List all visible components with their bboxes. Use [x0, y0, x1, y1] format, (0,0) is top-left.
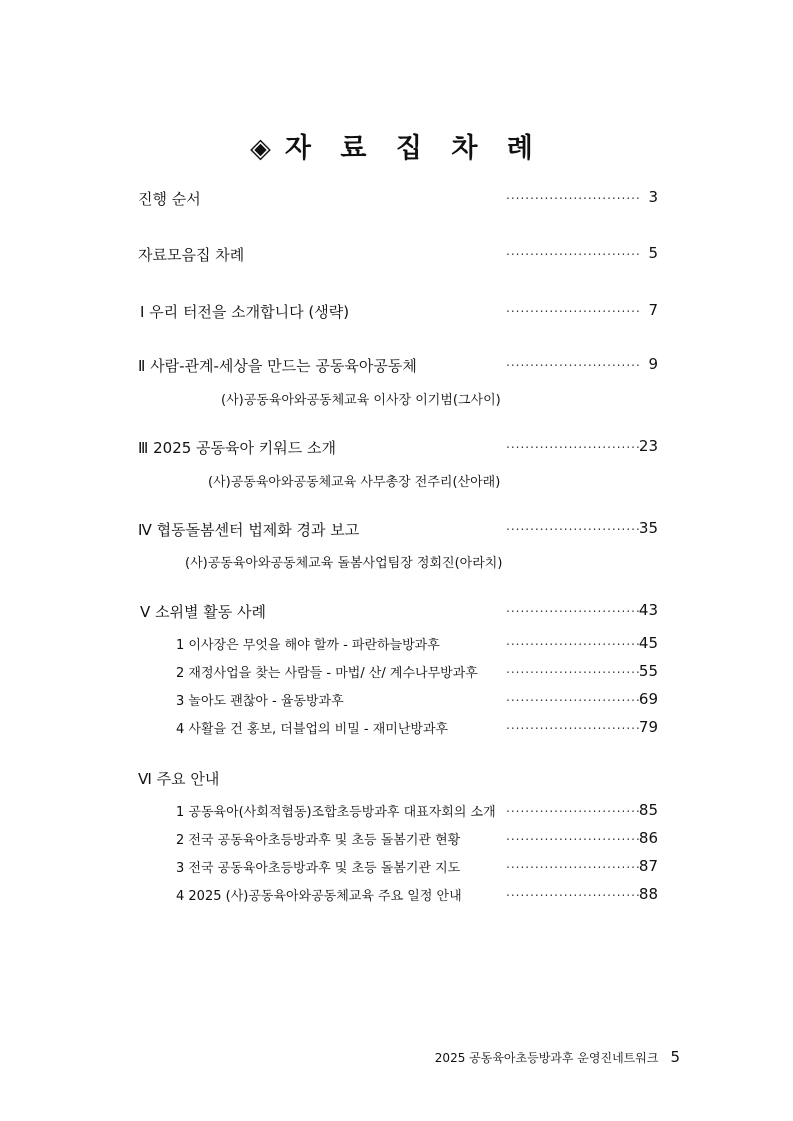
toc-entry-section-3[interactable]	[0, 437, 793, 461]
toc-page-number: 87	[638, 857, 658, 875]
toc-subentry-5-3[interactable]	[0, 690, 793, 714]
dot-leader: ............................	[506, 829, 641, 843]
toc-entry-label: 진행 순서	[138, 190, 201, 208]
section-2-byline: (사)공동육아와공동체교육 이사장 이기범(그사이)	[221, 393, 501, 408]
page-title-text: 자 료 집 차 례	[284, 133, 543, 164]
toc-entry-label: 자료모음집 차례	[138, 246, 245, 264]
toc-entry-label: Ⅴ 소위별 활동 사례	[140, 603, 266, 621]
toc-subentry-5-2[interactable]	[0, 662, 793, 686]
dot-leader: ............................	[506, 188, 641, 202]
toc-subentry-6-2[interactable]	[0, 829, 793, 853]
toc-page-number: 86	[638, 829, 658, 847]
toc-page-number: 85	[638, 801, 658, 819]
toc-entry-section-6[interactable]	[0, 768, 793, 792]
dot-leader: ............................	[506, 662, 641, 676]
footer-page-number: 5	[670, 1048, 680, 1066]
dot-leader: ............................	[506, 437, 641, 451]
dot-leader: ............................	[506, 885, 641, 899]
section-4-byline: (사)공동육아와공동체교육 돌봄사업팀장 정회진(아라치)	[185, 556, 503, 571]
dot-leader: ............................	[506, 301, 641, 315]
toc-page-number: 23	[638, 437, 658, 455]
toc-page-number: 45	[638, 634, 658, 652]
toc-subentry-label: 2 전국 공동육아초등방과후 및 초등 돌봄기관 현황	[176, 833, 461, 848]
toc-subentry-label: 1 공동육아(사회적협동)조합초등방과후 대표자회의 소개	[176, 805, 496, 820]
toc-subentry-6-3[interactable]	[0, 857, 793, 881]
toc-page-number: 88	[638, 885, 658, 903]
toc-subentry-label: 1 이사장은 무엇을 해야 할까 - 파란하늘방과후	[176, 638, 440, 653]
toc-page-number: 9	[648, 355, 658, 373]
toc-entry-label: Ⅳ 협동돌봄센터 법제화 경과 보고	[138, 521, 360, 539]
dot-leader: ............................	[506, 601, 641, 615]
toc-subentry-label: 3 전국 공동육아초등방과후 및 초등 돌봄기관 지도	[176, 861, 461, 876]
toc-page-number: 43	[638, 601, 658, 619]
toc-subentry-6-1[interactable]	[0, 801, 793, 825]
dot-leader: ............................	[506, 857, 641, 871]
dot-leader: ............................	[506, 519, 641, 533]
toc-entry-label: Ⅲ 2025 공동육아 키워드 소개	[138, 439, 336, 457]
toc-subentry-5-1[interactable]	[0, 634, 793, 658]
page-footer	[435, 1048, 680, 1066]
toc-page-number: 55	[638, 662, 658, 680]
dot-leader: ............................	[506, 718, 641, 732]
toc-subentry-6-4[interactable]	[0, 885, 793, 909]
toc-entry-section-2[interactable]	[0, 355, 793, 379]
toc-entry-progress[interactable]	[0, 188, 793, 212]
toc-subentry-label: 3 놀아도 괜찮아 - 율동방과후	[176, 694, 344, 709]
toc-page-number: 7	[648, 301, 658, 319]
dot-leader: ............................	[506, 690, 641, 704]
dot-leader: ............................	[506, 634, 641, 648]
toc-page-number: 69	[638, 690, 658, 708]
toc-entry-section-1[interactable]	[0, 301, 793, 325]
dot-leader: ............................	[506, 801, 641, 815]
toc-page-number: 3	[648, 188, 658, 206]
toc-entry-section-5[interactable]	[0, 601, 793, 625]
toc-page-number: 35	[638, 519, 658, 537]
toc-entry-label: Ⅰ 우리 터전을 소개합니다 (생략)	[140, 303, 350, 321]
toc-subentry-label: 2 재정사업을 찾는 사람들 - 마법/ 산/ 계수나무방과후	[176, 666, 478, 681]
toc-subentry-label: 4 사활을 건 홍보, 더블업의 비밀 - 재미난방과후	[176, 722, 449, 737]
toc-entry-collection[interactable]	[0, 244, 793, 268]
diamond-icon: ◈	[250, 133, 271, 164]
toc-page-number: 79	[638, 718, 658, 736]
toc-entry-section-4[interactable]	[0, 519, 793, 543]
section-3-byline: (사)공동육아와공동체교육 사무총장 전주리(산아래)	[208, 475, 501, 490]
toc-entry-label: Ⅵ 주요 안내	[138, 770, 220, 788]
page-title	[0, 126, 793, 165]
toc-page-number: 5	[648, 244, 658, 262]
footer-text: 2025 공동육아초등방과후 운영진네트워크	[434, 1051, 659, 1065]
dot-leader: ............................	[506, 355, 641, 369]
toc-subentry-label: 4 2025 (사)공동육아와공동체교육 주요 일정 안내	[176, 889, 462, 904]
dot-leader: ............................	[506, 244, 641, 258]
toc-subentry-5-4[interactable]	[0, 718, 793, 742]
toc-entry-label: Ⅱ 사람-관계-세상을 만드는 공동육아공동체	[138, 357, 417, 375]
